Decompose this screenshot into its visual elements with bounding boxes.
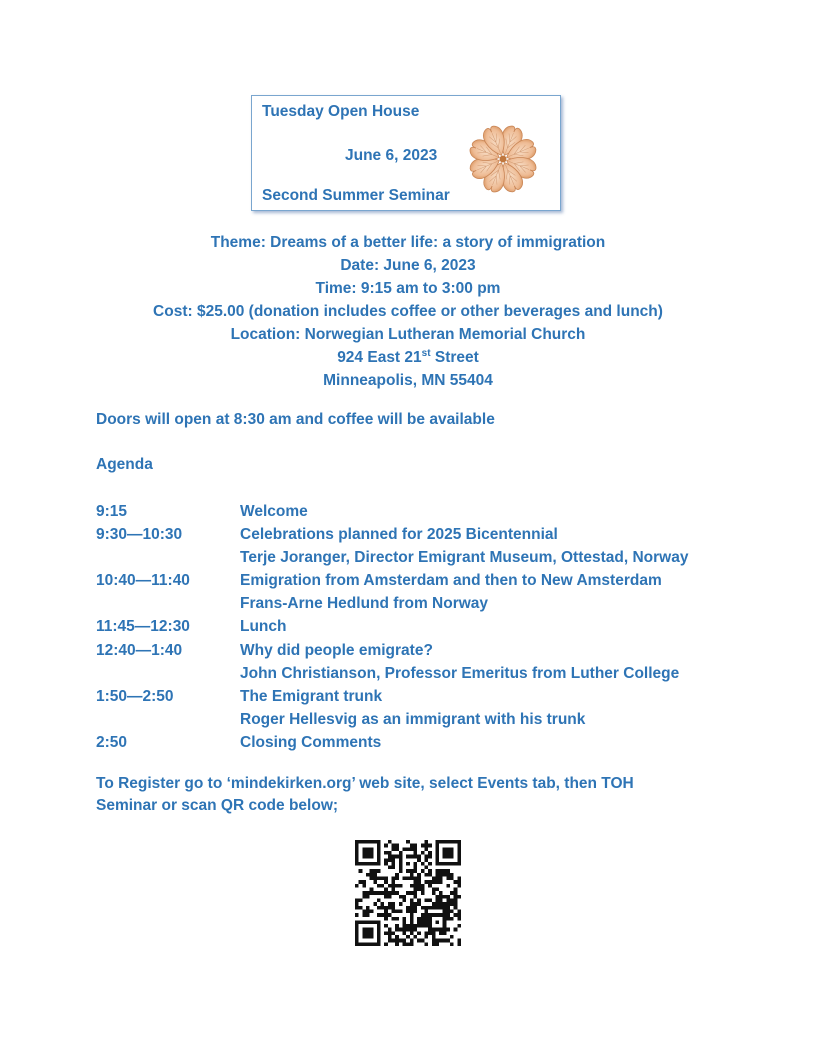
theme-line: Theme: Dreams of a better life: a story of immigration [210,234,606,251]
agenda-title: Welcome [240,503,308,520]
street-line: 924 East 21st Street [337,347,479,366]
agenda-time: 9:30—10:30 [96,526,183,544]
agenda-title: Frans-Arne Hedlund from Norway [240,595,489,613]
agenda-title: Terje Joranger, Director Emigrant Museum, Ottestad, Norway [240,549,689,567]
cost-line: Cost: $25.00 (donation includes coffee or other beverages and lunch) [153,303,663,320]
agenda-time: 2:50 [96,733,128,751]
agenda-title: John Christianson, Professor Emeritus from Luther College [240,664,680,682]
event-details [0,231,816,392]
location-line: Location: Norwegian Lutheran Memorial Church [230,326,586,343]
header-date: June 6, 2023 [345,147,438,164]
register-line-1: To Register go to ‘mindekirken.org’ web site, select Events tab, then TOH [96,775,634,792]
agenda-time: 10:40—11:40 [96,572,190,590]
rosette-flower-image [466,122,540,196]
agenda-title: The Emigrant trunk [240,687,383,705]
register-instructions [96,773,634,817]
city-line: Minneapolis, MN 55404 [323,372,493,389]
date-line: Date: June 6, 2023 [340,257,476,274]
agenda-title: Roger Hellesvig as an immigrant with his trunk [240,710,586,728]
qr-code-icon[interactable] [355,840,461,946]
time-line: Time: 9:15 am to 3:00 pm [315,280,501,297]
agenda-time: 9:15 [96,503,128,520]
header-subtitle: Second Summer Seminar [262,187,450,204]
agenda-time: 12:40—1:40 [96,641,183,659]
header-title: Tuesday Open House [262,103,420,120]
agenda-title: Celebrations planned for 2025 Bicentennial [240,526,558,544]
register-line-2: Seminar or scan QR code below; [96,797,339,814]
agenda-title: Closing Comments [240,733,382,751]
agenda-title: Emigration from Amsterdam and then to New Amsterdam [240,572,662,590]
doors-note: Doors will open at 8:30 am and coffee will be available [96,411,495,428]
agenda-title: Lunch [240,618,287,636]
agenda-time: 1:50—2:50 [96,687,174,705]
agenda-time: 11:45—12:30 [96,618,190,636]
agenda-title: Why did people emigrate? [240,641,433,659]
agenda-heading: Agenda [96,456,153,473]
